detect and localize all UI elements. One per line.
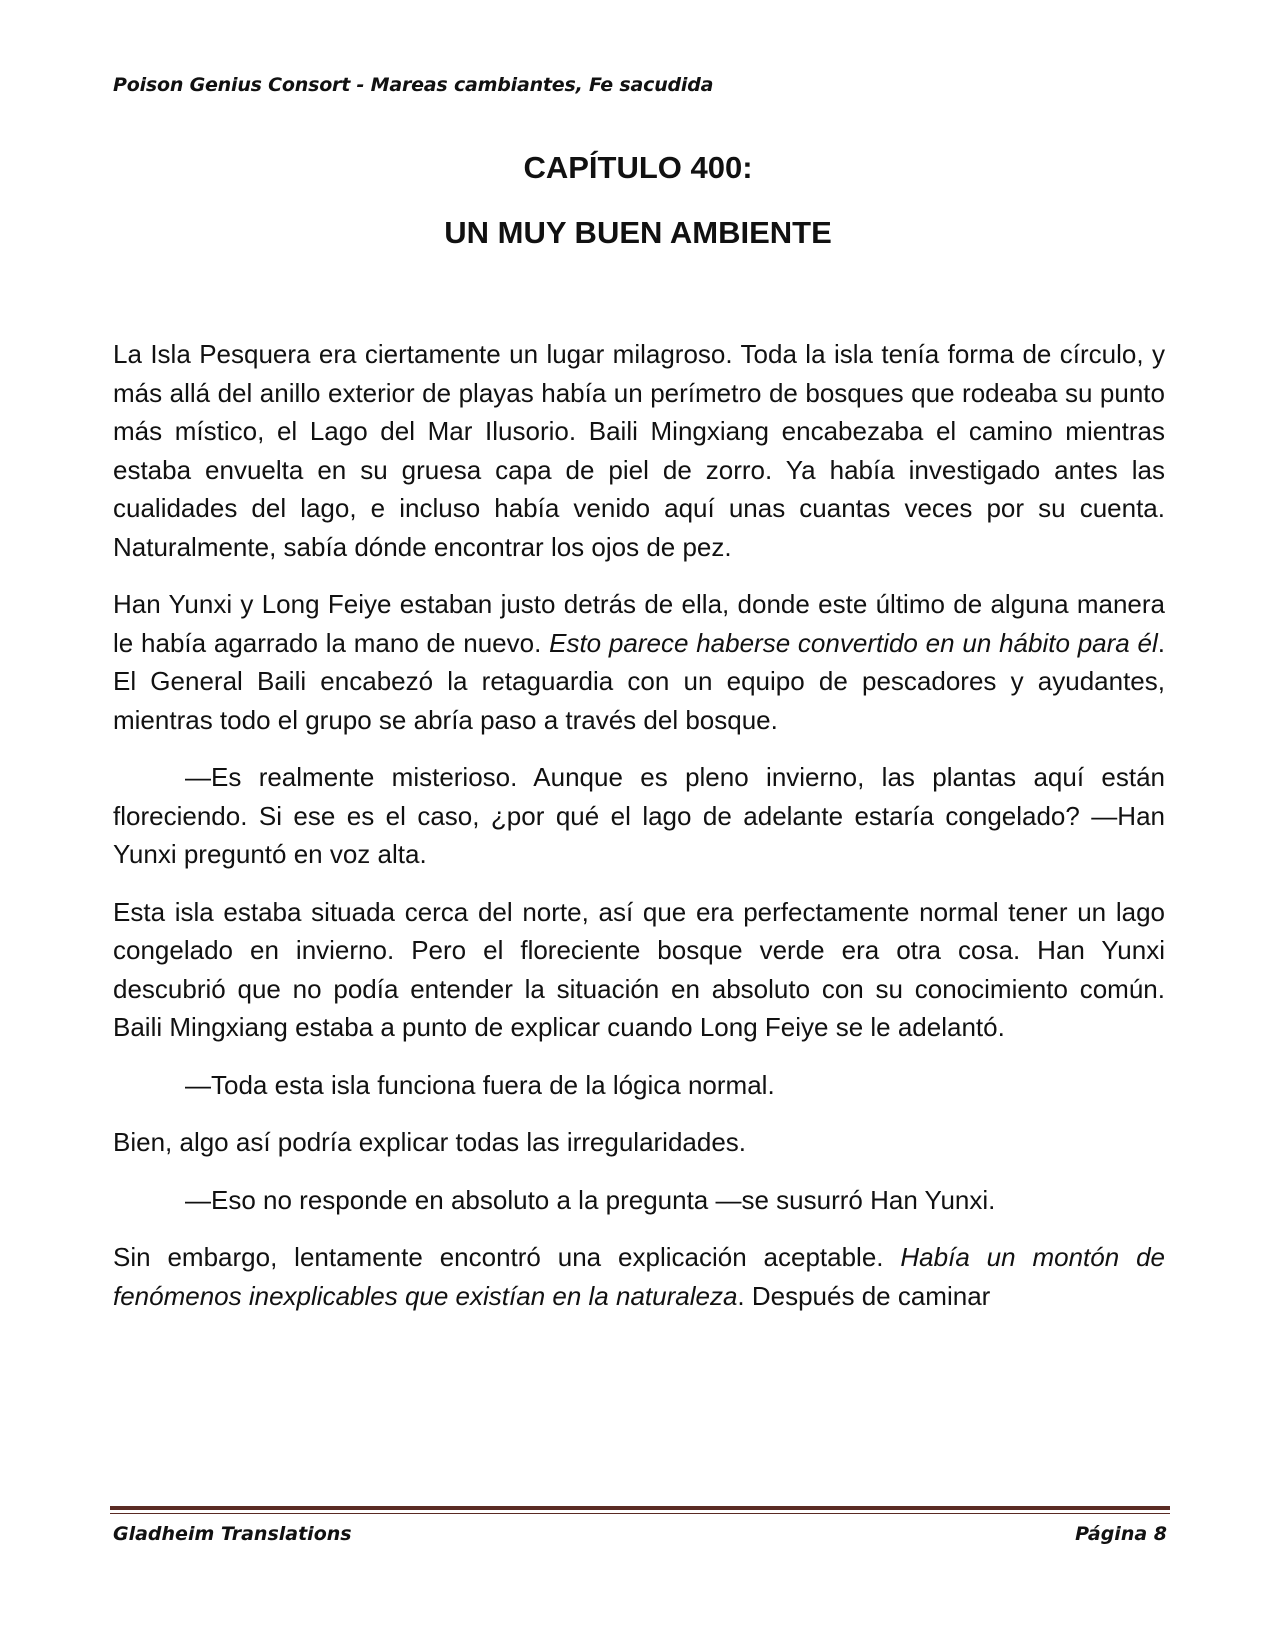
footer-rule-thin (110, 1513, 1170, 1514)
paragraph-2-text-b: . El General Baili encabezó la retaguardia con un equipo de pescadores y ayudantes, mientras todo el grupo se abría paso a través del bosque. (113, 627, 1165, 735)
paragraph-5-dialogue: —Toda esta isla funciona fuera de la lógica normal. (185, 1069, 775, 1100)
paragraph-8-text-a: Sin embargo, lentamente encontró una explicación aceptable. (113, 1242, 901, 1272)
paragraph-3-dialogue: —Es realmente misterioso. Aunque es pleno invierno, las plantas aquí están floreciendo. Si ese es el caso, ¿por qué el lago de adelante estaría congelado? —Han Yunxi preguntó en voz alta. (113, 762, 1165, 869)
paragraph-7-dialogue: —Eso no responde en absoluto a la pregunta —se susurró Han Yunxi. (185, 1184, 996, 1215)
chapter-number: CAPÍTULO 400: (523, 150, 753, 185)
paragraph-2 (113, 585, 1165, 739)
paragraph-6: Bien, algo así podría explicar todas las irregularidades. (113, 1127, 747, 1157)
paragraph-4: Esta isla estaba situada cerca del norte, así que era perfectamente normal tener un lago congelado en invierno. Pero el floreciente bosque verde era otra cosa. Han Yunxi descubrió que no podía entender la situación en absoluto con su conocimiento común. Baili Mingxiang estaba a punto de explicar cuando Long Feiye se le adelantó. (113, 896, 1165, 1042)
paragraph-2-text-a: Han Yunxi y Long Feiye estaban justo detrás de ella, donde este último de alguna manera le había agarrado la mano de nuevo. (113, 589, 1165, 658)
paragraph-1: La Isla Pesquera era ciertamente un lugar milagroso. Toda la isla tenía forma de círculo, y más allá del anillo exterior de playas había un perímetro de bosques que rodeaba su punto más místico, el Lago del Mar Ilusorio. Baili Mingxiang encabezaba el camino mientras estaba envuelta en su gruesa capa de piel de zorro. Ya había investigado antes las cualidades del lago, e incluso había venido aquí unas cuantas veces por su cuenta. Naturalmente, sabía dónde encontrar los ojos de pez. (113, 339, 1165, 562)
footer-rule-thick (110, 1506, 1170, 1510)
paragraph-2-italic: Esto parece haberse convertido en un hábito para él (549, 627, 1158, 658)
chapter-body (113, 335, 1165, 1334)
footer-publisher: Gladheim Translations (113, 1523, 352, 1545)
paragraph-8-italic: Había un montón de fenómenos inexplicables que existían en la naturaleza (113, 1242, 1165, 1311)
paragraph-8 (113, 1238, 1165, 1315)
paragraph-8-text-b: . Después de caminar (737, 1280, 991, 1311)
footer-page-number: Página 8 (1075, 1523, 1167, 1545)
chapter-title: UN MUY BUEN AMBIENTE (444, 215, 832, 250)
running-header: Poison Genius Consort - Mareas cambiantes, Fe sacudida (113, 74, 714, 96)
